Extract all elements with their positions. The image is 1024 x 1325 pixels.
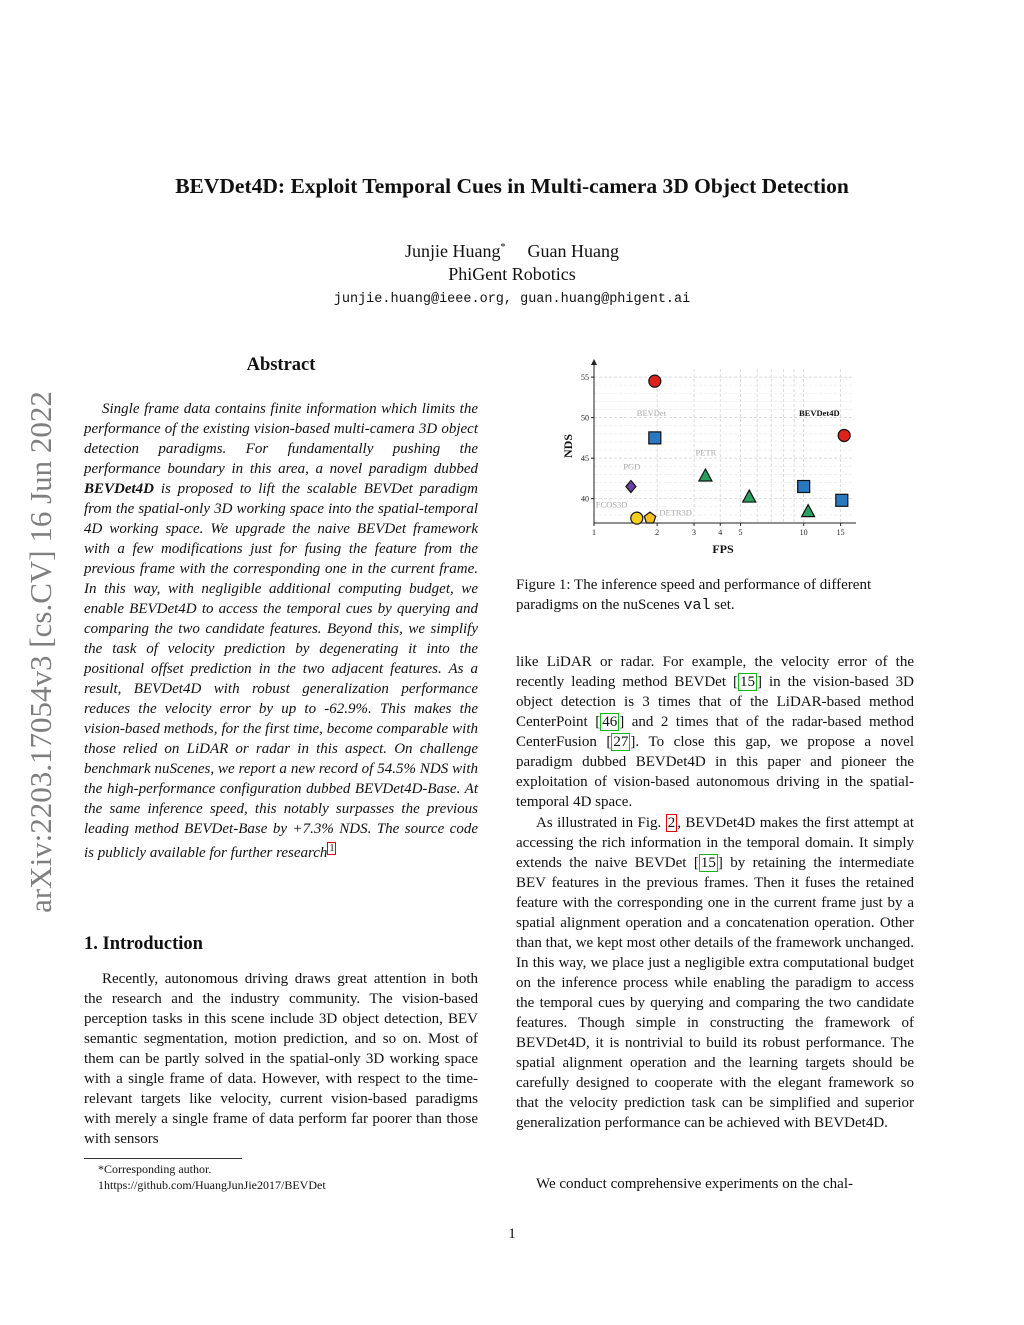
y-tick-label: 55 <box>581 373 589 383</box>
data-point-bevdet4d <box>838 429 850 441</box>
figure-caption <box>516 575 914 616</box>
y-tick-label: 40 <box>581 494 589 504</box>
abstract-text-part: is proposed to lift the scalable BEVDet paradigm from the spatial-only 3D working space into the spatial-temporal 4D working space. We upgrade the naive BEVDet framework with a few modifications just for fusing the feature from the previous frame with the corresponding one in the current frame. In this way, with negligible additional computing budget, we enable BEVDet4D to access the temporal cues by querying and comparing the two candidate features. Beyond this, we simplify the task of velocity prediction by degenerating it into the positional offset prediction in the two adjacent features. As a result, BEVDet4D with robust generalization performance reduces the velocity error by up to -62.9%. This makes the vision-based methods, for the first time, become comparable with those relied on LiDAR or radar in this aspect. On challenge benchmark nuScenes, we report a new record of 54.5% NDS with the high-performance configuration dubbed BEVDet4D-Base. At the same inference speed, this notably surpasses the previous leading method BEVDet-Base by +7.3% NDS. The source code is publicly available for further research <box>84 481 478 861</box>
figure-1-chart <box>556 355 866 560</box>
citation-link[interactable]: 15 <box>739 674 755 690</box>
y-tick-label: 50 <box>581 413 589 423</box>
x-tick-label: 4 <box>718 528 723 537</box>
abstract-heading: Abstract <box>246 355 316 375</box>
section-heading-introduction: 1. Introduction <box>84 934 203 954</box>
text-run: and 2 times that of the radar-based method CenterFusion <box>516 714 914 750</box>
citation-link[interactable]: 27 <box>613 734 629 750</box>
x-tick-label: 15 <box>836 528 845 537</box>
footnote-url: 1https://github.com/HuangJunJie2017/BEVDet <box>98 1178 326 1192</box>
corresponding-mark: * <box>500 242 506 253</box>
text-run: like LiDAR or radar. For example, the velocity error of the recently leading method BEVDet <box>516 654 914 690</box>
affiliation: PhiGent Robotics <box>448 264 576 284</box>
arxiv-identifier: arXiv:2203.17054v3 [cs.CV] 16 Jun 2022 <box>23 391 58 913</box>
authors-line <box>0 241 1024 262</box>
y-tick-label: 45 <box>581 454 589 464</box>
text-run: , BEVDet4D makes the first attempt at accessing the rich information in the temporal domain. It simply extends the naive BEVDet <box>516 815 914 871</box>
text-run: by retaining the intermediate BEV features in the previous frames. Then it fuses the retained feature with the corresponding one in the current frame just by a spatial alignment operation and a concatenation operation. Other than that, we kept most other details of the framework unchanged. In this way, we place just a negligible extra computational budget on the inference process while enabling the paradigm to access the temporal cues by querying and comparing the two candidate features. Though simple in constructing the framework of BEVDet4D, it is nontrivial to build its robust performance. The spatial alignment operation and the learning targets should be carefully designed to cooperate with the elegant framework so that the velocity prediction task can be simplified and superior generalization performance can be achieved with BEVDet4D. <box>516 855 914 1131</box>
x-tick-label: 3 <box>692 528 697 537</box>
x-tick-label: 2 <box>655 528 660 537</box>
footnote-link[interactable]: 1 <box>329 843 335 854</box>
data-point-bevdet <box>649 432 661 444</box>
intro-paragraph: Recently, autonomous driving draws great attention in both the research and the industry community. The vision-based perception tasks in this scene include 3D object detection, BEV semantic segmentation, motion prediction, and so on. Most of them can be partly solved in the spatial-only 3D working space with a single frame of data. However, with respect to the time-relevant targets like velocity, current vision-based paradigms with merely a single frame of data perform far poorer than those with sensors <box>84 971 478 1147</box>
x-tick-label: 1 <box>592 528 596 537</box>
paper-title: BEVDet4D: Exploit Temporal Cues in Multi-camera 3D Object Detection <box>175 174 849 198</box>
text-run: . To close this gap, we propose a novel paradigm dubbed BEVDet4D in this paper and pioneer the exploitation of vision-based autonomous driving in the spatial-temporal 4D space. <box>516 734 914 810</box>
label-fcos3d: FCOS3D <box>595 499 628 510</box>
y-axis-arrow <box>591 359 597 365</box>
text-run: As illustrated in Fig. <box>536 815 666 831</box>
footnote-divider <box>84 1158 242 1159</box>
author-2: Guan Huang <box>527 241 619 261</box>
citation-link[interactable]: 15 <box>700 855 716 871</box>
y-axis-label: NDS <box>561 433 575 459</box>
data-point-bevdet <box>836 494 848 506</box>
abstract-text <box>84 399 478 863</box>
data-point-petr <box>699 469 712 481</box>
x-axis-label: FPS <box>712 542 734 556</box>
data-point-bevdet <box>798 481 810 493</box>
label-detr3d: DETR3D <box>659 507 692 518</box>
label-petr: PETR <box>695 447 717 458</box>
caption-text: set. <box>710 597 735 613</box>
data-point-fcos3d <box>631 512 643 524</box>
citation-link[interactable]: 46 <box>602 714 618 730</box>
x-tick-label: 10 <box>799 528 808 537</box>
data-point-detr3d <box>644 512 655 523</box>
label-pgd: PGD <box>623 461 641 472</box>
figure-link[interactable]: 2 <box>667 815 676 831</box>
data-point-petr <box>743 490 756 502</box>
author-1: Junjie Huang <box>405 241 501 261</box>
caption-text: Figure 1: The inference speed and performance of different paradigms on the nuScenes <box>516 577 872 613</box>
abstract-method-name: BEVDet4D <box>84 481 155 497</box>
x-tick-label: 5 <box>738 528 743 537</box>
label-bevdet: BEVDet <box>636 408 667 419</box>
body-paragraph-3: We conduct comprehensive experiments on the chal- <box>536 1176 854 1192</box>
author-emails: junjie.huang@ieee.org, guan.huang@phigent.ai <box>333 292 691 307</box>
scatter-chart-svg <box>556 355 866 560</box>
abstract-text-part: Single frame data contains finite information which limits the performance of the existing vision-based multi-camera 3D object detection paradigms. For fundamentally pushing the performance boundary in this area, a novel paradigm dubbed <box>84 401 478 477</box>
caption-mono-text: val <box>683 597 711 614</box>
text-run: in the vision-based 3D object detection is 3 times that of the LiDAR-based method CenterPoint <box>516 674 914 730</box>
body-paragraph-1: like LiDAR or radar. For example, the velocity error of the recently leading method BEVDet [ 15 ] in the vision-based 3D object detection is 3 times that of the LiDAR-based method CenterPoint [ 46 ] and 2 times that of the radar-based method CenterFusion [ 27 ]. To close this gap, we propose a novel paradigm dubbed BEVDet4D in this paper and pioneer the exploitation of vision-based autonomous driving in the spatial-temporal 4D space. <box>516 654 914 810</box>
label-bevdet4d: BEVDet4D <box>799 408 840 419</box>
body-paragraph-2: As illustrated in Fig. 2 , BEVDet4D makes the first attempt at accessing the rich information in the temporal domain. It simply extends the naive BEVDet [ 15 ] by retaining the intermediate BEV features in the previous frames. Then it fuses the retained feature with the corresponding one in the current frame just by a spatial alignment operation and a concatenation operation. Other than that, we kept most other details of the framework unchanged. In this way, we place just a negligible extra computational budget on the inference process while enabling the paradigm to access the temporal cues by querying and comparing the two candidate features. Though simple in constructing the framework of BEVDet4D, it is nontrivial to build its robust performance. The spatial alignment operation and the learning targets should be carefully designed to cooperate with the elegant framework so that the velocity prediction task can be simplified and superior generalization performance can be achieved with BEVDet4D. <box>516 815 914 1131</box>
data-point-bevdet4d <box>649 375 661 387</box>
footnote-corresponding: *Corresponding author. <box>98 1162 212 1176</box>
page-number: 1 <box>508 1226 516 1242</box>
